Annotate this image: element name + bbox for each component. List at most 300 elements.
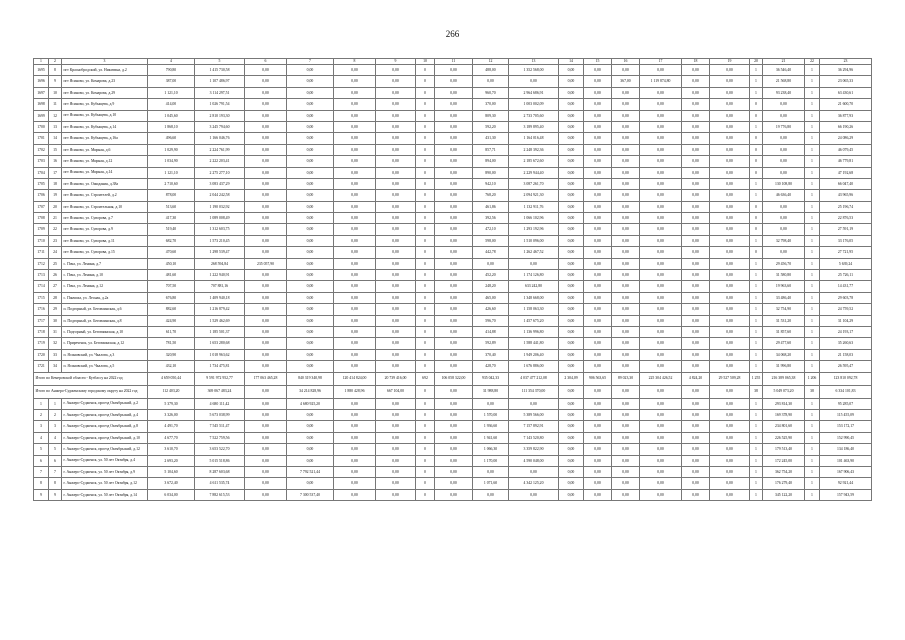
table-cell: 0,00: [559, 281, 584, 292]
address-cell: пгт Ясиново, ул. Кубыщева, д.14: [62, 121, 148, 132]
table-cell: 0,00: [612, 421, 640, 432]
table-cell: 1: [805, 326, 820, 337]
table-row: [34, 76, 872, 87]
table-cell: 1: [750, 338, 763, 349]
table-cell: 809,30: [473, 110, 509, 121]
table-cell: 0,00: [612, 156, 640, 167]
table-cell: 0,00: [584, 409, 612, 420]
table-cell: 1 312 603,75: [195, 224, 245, 235]
table-cell: 0,00: [763, 213, 805, 224]
table-cell: 22 876,53: [820, 213, 872, 224]
table-cell: 0,00: [682, 489, 710, 500]
table-cell: 0,00: [584, 338, 612, 349]
table-cell: 0,00: [287, 156, 334, 167]
table-cell: 1: [805, 213, 820, 224]
table-cell: 0,00: [435, 304, 473, 315]
table-cell: 0: [416, 258, 435, 269]
table-cell: 7 792 521,44: [287, 466, 334, 477]
table-cell: 0,00: [584, 133, 612, 144]
table-cell: 414,88: [473, 326, 509, 337]
table-cell: 1: [805, 133, 820, 144]
table-cell: 0,00: [435, 409, 473, 420]
table-cell: 0,00: [612, 432, 640, 443]
table-cell: 1 026 791,54: [195, 99, 245, 110]
table-cell: 707,50: [148, 281, 195, 292]
address-cell: г. Анжеро-Судженск, проезд Октябрьский, д.8: [62, 421, 148, 432]
table-cell: 0,00: [612, 326, 640, 337]
table-cell: 1: [750, 178, 763, 189]
table-cell: 0: [416, 489, 435, 500]
table-cell: 0,00: [287, 213, 334, 224]
table-cell: 0,00: [682, 110, 710, 121]
table-cell: 0,00: [612, 258, 640, 269]
column-number-cell: 5: [195, 59, 245, 65]
table-cell: 0,00: [376, 235, 416, 246]
table-cell: 1: [750, 76, 763, 87]
address-cell: пгт Ясиново, ул. Комарова, д.23: [62, 76, 148, 87]
table-row: [34, 444, 872, 455]
table-cell: 19 776,80: [763, 121, 805, 132]
table-cell: 0,00: [640, 409, 682, 420]
table-cell: 172 245,00: [763, 455, 805, 466]
table-cell: 0,00: [435, 455, 473, 466]
table-cell: 768,20: [473, 190, 509, 201]
total-cell: 0,00: [435, 385, 473, 398]
table-cell: 0,00: [559, 121, 584, 132]
table-cell: 1: [750, 349, 763, 360]
total-cell: 31 988,80: [473, 385, 509, 398]
total-cell: 0,00: [640, 385, 682, 398]
table-cell: 0,00: [584, 361, 612, 372]
table-row: [34, 338, 872, 349]
table-cell: 0,00: [245, 398, 287, 409]
total-cell: 4 824,20: [682, 372, 710, 385]
table-cell: 1 457 675,20: [509, 315, 559, 326]
table-cell: 960,70: [473, 87, 509, 98]
table-cell: 0,00: [612, 144, 640, 155]
address-cell: с. Пача, ул. Ленина, д.10: [62, 270, 148, 281]
table-cell: 0,00: [287, 247, 334, 258]
table-cell: 0,00: [710, 326, 750, 337]
total-cell: 0,00: [710, 385, 750, 398]
table-cell: 0,00: [710, 466, 750, 477]
table-cell: 0,00: [245, 281, 287, 292]
table-cell: 169 378,90: [763, 409, 805, 420]
table-cell: 0,00: [559, 258, 584, 269]
table-row: [34, 178, 872, 189]
table-cell: 26 595,47: [820, 361, 872, 372]
table-cell: 0: [416, 224, 435, 235]
table-cell: 320,90: [148, 349, 195, 360]
table-cell: 0,00: [682, 270, 710, 281]
table-cell: 0: [750, 201, 763, 212]
total-cell: 6 334 101,83: [820, 385, 872, 398]
table-cell: 0,00: [584, 478, 612, 489]
table-cell: 0,00: [334, 421, 376, 432]
table-cell: 426,60: [473, 304, 509, 315]
table-cell: 7: [34, 466, 49, 477]
table-cell: 0,00: [435, 315, 473, 326]
column-number-cell: 22: [805, 59, 820, 65]
table-cell: 11: [49, 99, 62, 110]
address-cell: г. Анжеро-Судженск, проезд Октябрьский, д.10: [62, 432, 148, 443]
table-cell: 0,00: [710, 432, 750, 443]
table-row: [34, 304, 872, 315]
table-cell: 0,00: [640, 489, 682, 500]
table-cell: 0,00: [334, 326, 376, 337]
table-cell: 0,00: [584, 270, 612, 281]
table-cell: 0,00: [682, 99, 710, 110]
table-cell: 0,00: [559, 133, 584, 144]
table-cell: 0,00: [435, 421, 473, 432]
table-cell: 0: [750, 156, 763, 167]
table-cell: 0,00: [584, 201, 612, 212]
address-cell: п. Ясиновский, ул. Чкалова, д.3: [62, 349, 148, 360]
table-cell: 0,00: [584, 432, 612, 443]
table-cell: 0,00: [640, 349, 682, 360]
table-cell: 0,00: [612, 338, 640, 349]
table-cell: 387,00: [148, 76, 195, 87]
table-cell: 0,00: [710, 444, 750, 455]
table-cell: 0,00: [710, 99, 750, 110]
column-number-cell: 2: [49, 59, 62, 65]
table-cell: 461,86: [473, 201, 509, 212]
table-cell: 1 529 462,69: [195, 315, 245, 326]
table-cell: 0,00: [640, 201, 682, 212]
column-number-cell: 7: [287, 59, 334, 65]
table-cell: 0,00: [435, 133, 473, 144]
table-cell: 0,00: [640, 121, 682, 132]
table-cell: 33: [49, 349, 62, 360]
table-cell: 1 166 046,76: [195, 133, 245, 144]
table-cell: 0,00: [287, 201, 334, 212]
table-cell: 0,00: [640, 190, 682, 201]
table-cell: 0,00: [376, 455, 416, 466]
table-cell: 8: [34, 478, 49, 489]
table-cell: 0,00: [559, 398, 584, 409]
table-cell: 31 996,80: [763, 361, 805, 372]
table-cell: 3 114 297,51: [195, 87, 245, 98]
table-cell: 633 242,80: [509, 281, 559, 292]
table-cell: 781,50: [148, 338, 195, 349]
column-number-cell: 12: [473, 59, 509, 65]
table-cell: 0,00: [710, 110, 750, 121]
table-cell: 0,00: [509, 398, 559, 409]
table-cell: 2 693,20: [148, 455, 195, 466]
table-cell: 0,00: [640, 338, 682, 349]
address-cell: пгт Ясиново, ул. Комарова, д.29: [62, 87, 148, 98]
register-table: [33, 58, 872, 501]
table-cell: 0,00: [612, 361, 640, 372]
table-cell: 167 906,43: [820, 466, 872, 477]
table-cell: 0,00: [640, 421, 682, 432]
table-cell: 0,00: [376, 478, 416, 489]
table-cell: 1: [750, 432, 763, 443]
table-cell: 0,00: [287, 110, 334, 121]
table-cell: 0,00: [435, 235, 473, 246]
table-cell: 0,00: [612, 235, 640, 246]
table-cell: 2 248 392,36: [509, 144, 559, 155]
table-cell: 0,00: [376, 270, 416, 281]
table-cell: 33 486,40: [763, 292, 805, 303]
table-cell: 1718: [34, 326, 49, 337]
table-cell: 0,00: [245, 87, 287, 98]
table-cell: 46 779,81: [820, 156, 872, 167]
table-cell: 0,00: [612, 281, 640, 292]
table-cell: 0,00: [710, 398, 750, 409]
table-cell: 1: [805, 398, 820, 409]
table-cell: 95 285,07: [820, 398, 872, 409]
table-cell: 0,00: [682, 292, 710, 303]
table-cell: 0,00: [612, 409, 640, 420]
total-cell: 906 563,65: [584, 372, 612, 385]
table-cell: 0,00: [559, 361, 584, 372]
table-cell: 0,00: [584, 235, 612, 246]
table-cell: 1 045,60: [148, 110, 195, 121]
address-cell: пгт Ясиново, ул. Строителей, д.2: [62, 190, 148, 201]
table-cell: 0,00: [435, 178, 473, 189]
table-cell: 248,20: [473, 281, 509, 292]
table-cell: 0,00: [245, 478, 287, 489]
table-cell: 596,70: [473, 315, 509, 326]
column-number-cell: 1: [34, 59, 49, 65]
table-cell: 1712: [34, 258, 49, 269]
table-cell: 0,00: [287, 409, 334, 420]
table-cell: 790,80: [148, 65, 195, 76]
table-cell: 1: [805, 167, 820, 178]
total-row-district: [34, 385, 872, 398]
table-cell: 3 087 261,70: [509, 178, 559, 189]
table-cell: 3: [49, 421, 62, 432]
total-cell: 5 049 073,20: [763, 385, 805, 398]
table-row: [34, 224, 872, 235]
table-cell: 1: [805, 444, 820, 455]
table-cell: 0,00: [640, 235, 682, 246]
table-cell: 0: [416, 167, 435, 178]
table-cell: 0,00: [287, 478, 334, 489]
table-cell: 0,00: [584, 99, 612, 110]
total-label: Итого по Кемеровской области - Кузбассу на 2022 год: [34, 372, 148, 385]
table-cell: 0,00: [334, 444, 376, 455]
table-cell: 882,60: [148, 304, 195, 315]
table-cell: 31 857,60: [763, 326, 805, 337]
table-cell: 1 510 096,00: [509, 235, 559, 246]
table-cell: 0,00: [245, 326, 287, 337]
table-cell: 0,00: [287, 235, 334, 246]
table-cell: 0,00: [612, 201, 640, 212]
table-cell: 1 089 008,49: [195, 213, 245, 224]
total-cell: 120 414 824,00: [334, 372, 376, 385]
table-cell: 226 525,90: [763, 432, 805, 443]
table-cell: 0,00: [559, 99, 584, 110]
address-cell: пгт Ясиново, ул. Кубыщева, д.10: [62, 110, 148, 121]
table-cell: 0,00: [612, 398, 640, 409]
table-cell: 19: [49, 190, 62, 201]
table-cell: 0,00: [376, 76, 416, 87]
table-cell: 0: [416, 201, 435, 212]
table-cell: 0,00: [682, 190, 710, 201]
table-cell: 1698: [34, 99, 49, 110]
table-cell: 1: [805, 338, 820, 349]
table-row: [34, 190, 872, 201]
table-cell: 1 588 441,80: [509, 338, 559, 349]
table-cell: 0,00: [682, 213, 710, 224]
table-cell: 0,00: [710, 87, 750, 98]
table-cell: 1: [805, 421, 820, 432]
table-cell: 0,00: [435, 270, 473, 281]
table-cell: 513,60: [148, 201, 195, 212]
table-cell: 0,00: [710, 315, 750, 326]
table-cell: 0: [416, 270, 435, 281]
table-cell: 0,00: [376, 201, 416, 212]
table-cell: 1: [750, 121, 763, 132]
table-cell: 0: [750, 224, 763, 235]
table-cell: 857,71: [473, 144, 509, 155]
table-cell: 0: [416, 421, 435, 432]
table-cell: 179 513,40: [763, 444, 805, 455]
table-cell: 0: [416, 432, 435, 443]
column-number-cell: 20: [750, 59, 763, 65]
table-row: [34, 133, 872, 144]
table-cell: 0,00: [682, 444, 710, 455]
address-cell: п. Подгорный, ул. Беговаинская, д.6: [62, 304, 148, 315]
table-cell: 1: [49, 398, 62, 409]
table-cell: 34: [49, 361, 62, 372]
table-cell: 1 034,90: [148, 156, 195, 167]
table-cell: 0,00: [287, 432, 334, 443]
table-cell: 0,00: [334, 270, 376, 281]
table-cell: 942,10: [473, 178, 509, 189]
table-cell: 0,00: [334, 121, 376, 132]
table-cell: 0,00: [376, 444, 416, 455]
address-cell: с. Приреченск, ул. Беговаинская, д.12: [62, 338, 148, 349]
table-cell: 1 164 016,48: [509, 133, 559, 144]
table-row: [34, 421, 872, 432]
table-cell: 0,00: [640, 478, 682, 489]
table-cell: 452,20: [473, 270, 509, 281]
total-cell: 369 067 483,24: [195, 385, 245, 398]
table-cell: 0,00: [334, 144, 376, 155]
table-cell: 0,00: [612, 87, 640, 98]
table-cell: 0,00: [245, 409, 287, 420]
table-cell: 1: [750, 326, 763, 337]
table-cell: 519,40: [148, 224, 195, 235]
table-cell: 1: [805, 190, 820, 201]
table-cell: 31 580,80: [763, 270, 805, 281]
table-cell: 0,00: [682, 167, 710, 178]
total-cell: 0,00: [245, 385, 287, 398]
table-cell: 0,00: [640, 144, 682, 155]
table-cell: 0,00: [559, 349, 584, 360]
table-cell: 0,00: [640, 455, 682, 466]
table-cell: 3 610,70: [148, 444, 195, 455]
total-row-region: [34, 372, 872, 385]
table-cell: 0,00: [334, 292, 376, 303]
table-cell: 1: [750, 281, 763, 292]
column-number-cell: 23: [820, 59, 872, 65]
table-row: [34, 315, 872, 326]
table-cell: 10: [49, 87, 62, 98]
table-cell: 0: [416, 65, 435, 76]
table-cell: 0,00: [640, 178, 682, 189]
table-cell: 0,00: [245, 121, 287, 132]
table-cell: 0: [416, 409, 435, 420]
table-cell: 0,00: [559, 421, 584, 432]
table-cell: 0,00: [435, 65, 473, 76]
table-cell: 1702: [34, 144, 49, 155]
table-cell: 0,00: [640, 213, 682, 224]
table-cell: 0,00: [245, 315, 287, 326]
table-cell: 0,00: [245, 201, 287, 212]
table-cell: 3 672,40: [148, 478, 195, 489]
table-cell: 0,00: [612, 121, 640, 132]
table-cell: 153 172,17: [820, 421, 872, 432]
table-cell: 0,00: [682, 133, 710, 144]
table-cell: 0,00: [287, 292, 334, 303]
table-cell: 2 275 277,10: [195, 167, 245, 178]
table-cell: 1: [805, 270, 820, 281]
table-cell: 611,70: [148, 326, 195, 337]
table-cell: 0: [416, 156, 435, 167]
table-cell: 0,00: [682, 455, 710, 466]
table-cell: 0,00: [584, 167, 612, 178]
table-cell: 43 965,96: [820, 190, 872, 201]
table-cell: 0,00: [640, 361, 682, 372]
table-cell: 1: [750, 478, 763, 489]
table-cell: 1 071,60: [473, 478, 509, 489]
table-cell: 0,00: [584, 178, 612, 189]
table-cell: 6 034,00: [148, 489, 195, 500]
table-cell: 470,60: [148, 247, 195, 258]
table-cell: 0,00: [287, 65, 334, 76]
table-cell: 1708: [34, 213, 49, 224]
table-cell: 0: [750, 110, 763, 121]
address-cell: пгт Ясиново, ул. Мирная, д.6: [62, 144, 148, 155]
table-cell: 0,00: [245, 432, 287, 443]
table-cell: 0,00: [710, 201, 750, 212]
table-cell: 0,00: [559, 224, 584, 235]
table-cell: 0,00: [584, 398, 612, 409]
table-cell: 46 079,45: [820, 144, 872, 155]
table-cell: 1697: [34, 87, 49, 98]
table-cell: 0,00: [334, 455, 376, 466]
table-cell: 0,00: [376, 121, 416, 132]
address-cell: пгт Ясиново, ул. Мирная, д.14: [62, 167, 148, 178]
table-cell: 24 759,52: [820, 304, 872, 315]
address-cell: с. Панчиха, ул. Лесная, д.2а: [62, 292, 148, 303]
table-cell: 0,00: [710, 247, 750, 258]
table-cell: 0,00: [334, 398, 376, 409]
table-cell: 0,00: [584, 156, 612, 167]
table-cell: 101 463,90: [820, 455, 872, 466]
table-cell: 0,00: [763, 156, 805, 167]
table-cell: 0,00: [435, 292, 473, 303]
table-cell: 0,00: [435, 167, 473, 178]
table-cell: 0,00: [584, 455, 612, 466]
table-cell: 0,00: [559, 466, 584, 477]
total-label: Итого по Анжеро-Судженскому городскому округу на 2022 год: [34, 385, 148, 398]
table-cell: 0,00: [682, 398, 710, 409]
table-cell: 0,00: [334, 235, 376, 246]
table-cell: 0,00: [612, 224, 640, 235]
table-cell: 1: [805, 76, 820, 87]
table-cell: 0,00: [710, 235, 750, 246]
table-cell: 0,00: [584, 315, 612, 326]
table-cell: 0,00: [435, 478, 473, 489]
table-cell: 0,00: [473, 76, 509, 87]
table-cell: 0,00: [287, 361, 334, 372]
table-cell: 0,00: [376, 466, 416, 477]
